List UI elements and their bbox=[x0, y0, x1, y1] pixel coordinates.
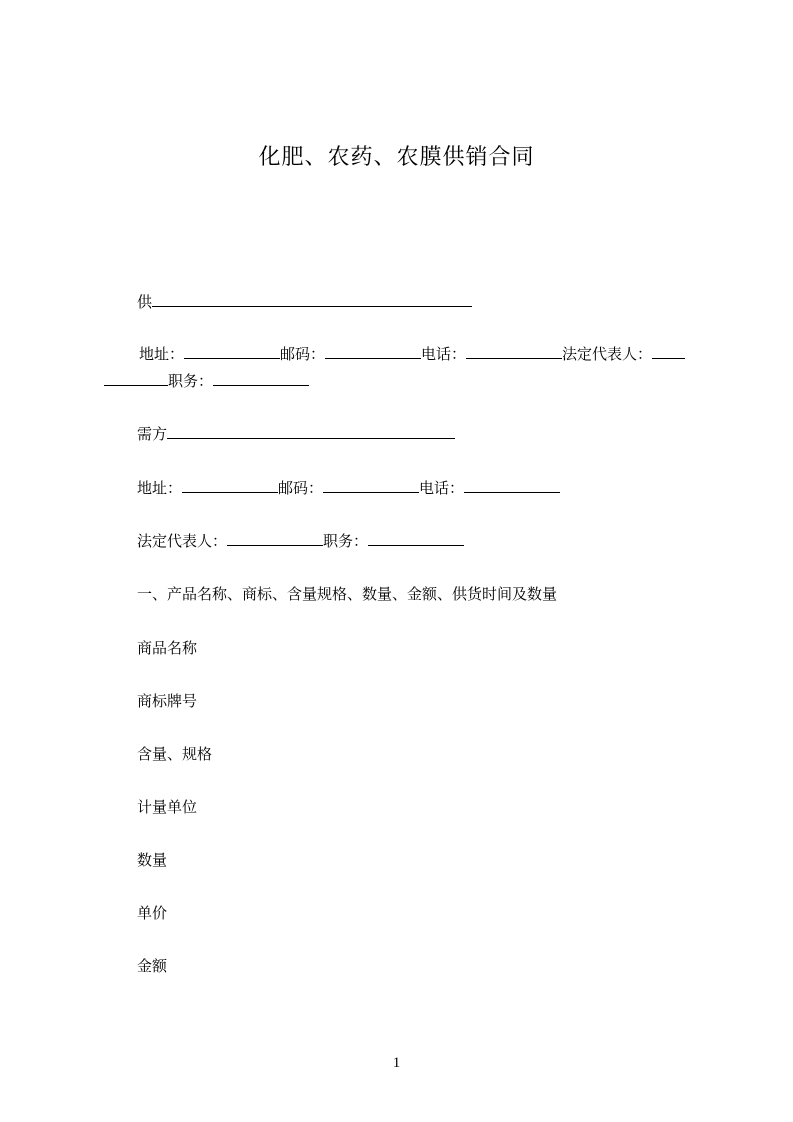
supplier-postcode-label: 邮码： bbox=[280, 345, 326, 363]
supplier-address-label: 地址： bbox=[139, 345, 185, 363]
buyer-rep-field[interactable] bbox=[227, 530, 323, 546]
buyer-postcode-label: 邮码： bbox=[278, 479, 324, 497]
supplier-line bbox=[137, 291, 472, 313]
item-spec: 含量、规格 bbox=[137, 745, 213, 763]
section-1-heading: 一、产品名称、商标、含量规格、数量、金额、供货时间及数量 bbox=[137, 585, 558, 603]
buyer-line bbox=[137, 423, 455, 445]
supplier-details-line-2 bbox=[104, 370, 309, 392]
buyer-postcode-field[interactable] bbox=[323, 477, 419, 493]
item-quantity: 数量 bbox=[137, 851, 168, 869]
item-unit-price: 单价 bbox=[137, 904, 168, 922]
supplier-phone-label: 电话： bbox=[421, 345, 467, 363]
supplier-name-field[interactable] bbox=[152, 291, 472, 307]
buyer-label: 需方 bbox=[137, 425, 168, 443]
buyer-position-label: 职务： bbox=[323, 532, 369, 550]
supplier-rep-field[interactable] bbox=[652, 343, 685, 359]
buyer-name-field[interactable] bbox=[167, 423, 455, 439]
supplier-rep-field-cont[interactable] bbox=[104, 370, 168, 386]
item-amount: 金额 bbox=[137, 957, 168, 975]
supplier-label: 供 bbox=[137, 293, 153, 311]
page-number: 1 bbox=[392, 1055, 401, 1071]
contract-title: 化肥、农药、农膜供销合同 bbox=[258, 145, 535, 170]
buyer-phone-label: 电话： bbox=[419, 479, 465, 497]
buyer-address-field[interactable] bbox=[182, 477, 278, 493]
item-brand: 商标牌号 bbox=[137, 692, 198, 710]
supplier-rep-label: 法定代表人： bbox=[562, 345, 653, 363]
buyer-phone-field[interactable] bbox=[464, 477, 560, 493]
buyer-position-field[interactable] bbox=[368, 530, 464, 546]
buyer-rep-label: 法定代表人： bbox=[137, 532, 228, 550]
buyer-address-label: 地址： bbox=[137, 479, 183, 497]
buyer-details-line bbox=[137, 477, 560, 499]
supplier-address-field[interactable] bbox=[184, 343, 280, 359]
supplier-position-label: 职务： bbox=[168, 372, 214, 390]
supplier-position-field[interactable] bbox=[213, 370, 309, 386]
supplier-details-line bbox=[139, 343, 685, 365]
supplier-postcode-field[interactable] bbox=[325, 343, 421, 359]
item-product-name: 商品名称 bbox=[137, 639, 198, 657]
item-unit: 计量单位 bbox=[137, 798, 198, 816]
supplier-phone-field[interactable] bbox=[466, 343, 562, 359]
buyer-rep-line bbox=[137, 530, 464, 552]
